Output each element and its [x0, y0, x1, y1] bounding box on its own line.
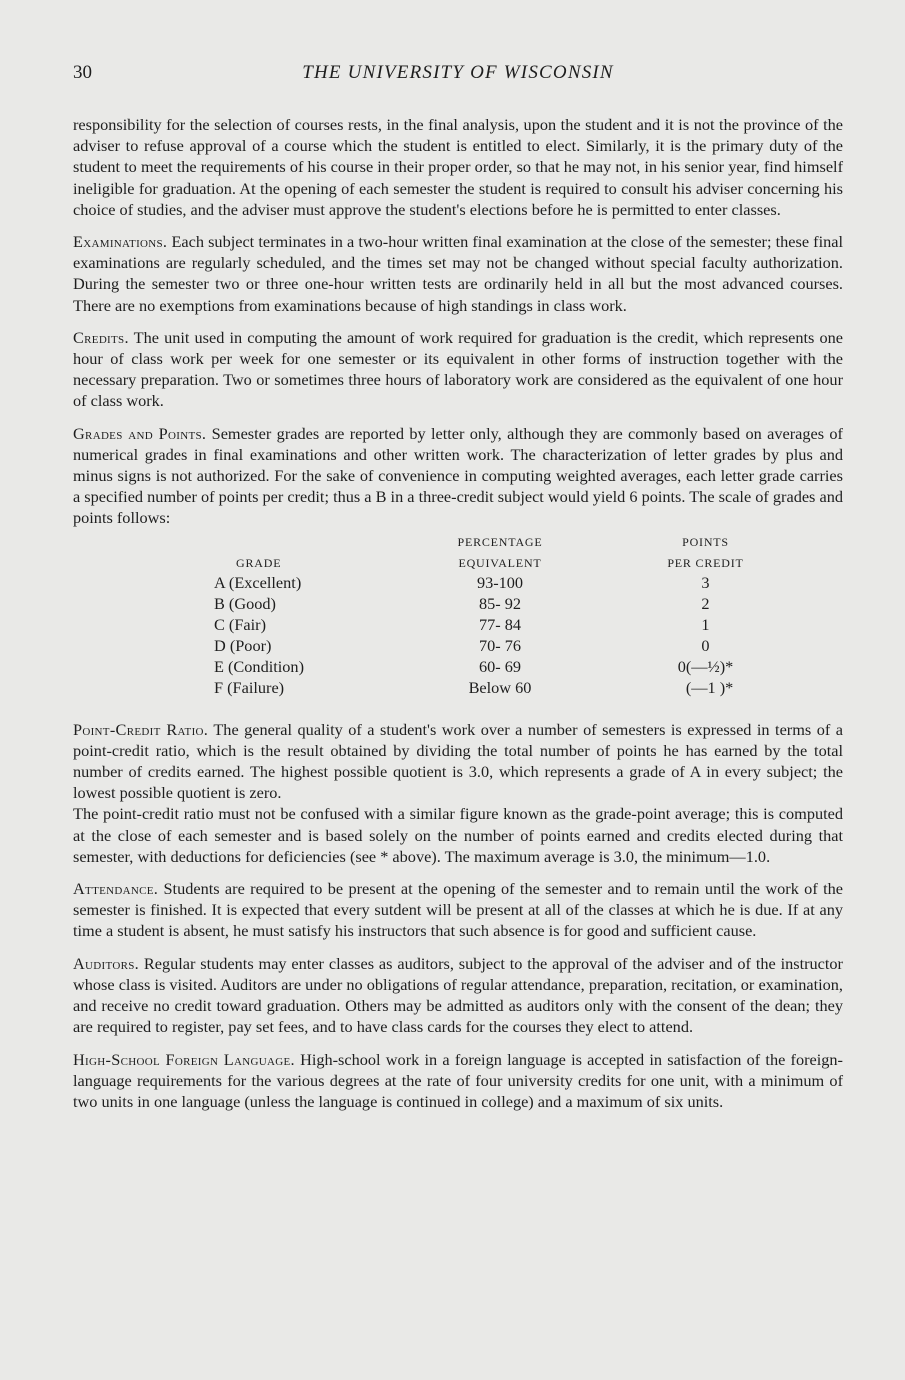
section-heading: Auditors.: [73, 953, 139, 973]
table-row: [73, 573, 843, 594]
section-heading: Point-Credit Ratio.: [73, 719, 209, 739]
grade-cell: A (Excellent): [214, 572, 302, 592]
paragraph: High-School Foreign Language. High-school work in a foreign language is accepted in satisfaction of the foreign-language requirements for the various degrees at the rate of four university credits for one unit, with a minimum of two units in one language (unless the language is continued in college) and a maximum of six units.: [73, 1049, 843, 1111]
percentage-cell: 93-100: [476, 572, 524, 592]
page-content: [73, 114, 843, 1112]
paragraph: Point-Credit Ratio. The general quality of a student's work over a number of semesters is expressed in terms of a point-credit ratio, which is the result obtained by dividing the total number of points he has earned by the total number of credits earned. The highest possible quotient is 3.0, which represents a grade of A in every subject; the lowest possible quotient is zero.: [73, 719, 843, 803]
section-heading: Examinations.: [73, 232, 168, 252]
table-row: [73, 657, 843, 678]
percentage-cell: Below 60: [468, 677, 532, 697]
paragraph: Credits. The unit used in computing the amount of work required for graduation is the credit, which represents one hour of class work per week for one semester or its equivalent in other forms of instruction together with the necessary preparation. Two or sometimes three hours of laboratory work are considered as the equivalent of one hour of class work.: [73, 327, 843, 411]
grade-cell: D (Poor): [214, 635, 272, 655]
percentage-cell: 60- 69: [478, 656, 522, 676]
paragraph: Attendance. Students are required to be present at the opening of the semester and to remain until the work of the semester is finished. It is expected that every sutdent will be present at all of the classes at which he is due. If at any time a student is absent, he must satisfy his instructors that such absence is for good and sufficient cause.: [73, 879, 843, 941]
points-cell: (—1 )*: [677, 677, 734, 697]
section-continuation: [73, 114, 843, 220]
column-header-per-credit: PER CREDIT: [667, 555, 744, 570]
section-point-credit-ratio: [73, 719, 843, 867]
grade-points-table: [73, 535, 843, 717]
column-header-grade: GRADE: [236, 555, 282, 570]
section-credits: [73, 327, 843, 412]
percentage-cell: 85- 92: [478, 593, 522, 613]
points-cell: 3: [701, 572, 710, 592]
paragraph: responsibility for the selection of courses rests, in the final analysis, upon the student and it is not the province of the adviser to refuse approval of a course which the student is entitled to elect. Similarly, it is the primary duty of the student to meet the requirements of his course in their proper order, so that he may not, in his senior year, find himself ineligible for graduation. At the opening of each semester the student is required to consult his adviser concerning his choice of studies, and the adviser must approve the student's elections before he is permitted to enter classes.: [73, 115, 843, 219]
section-grades-and-points: [73, 423, 843, 529]
section-heading: Grades and Points.: [73, 423, 207, 443]
paragraph: Auditors. Regular students may enter classes as auditors, subject to the approval of the adviser and of the instructor whose class is visited. Auditors are under no obligations of regular attendance, preparation, recitation, or examination, and receive no credit toward graduation. Others may be admitted as auditors only with the consent of the dean; they are required to register, pay set fees, and to have class cards for the courses they elect to attend.: [73, 953, 843, 1037]
section-heading: Attendance.: [73, 879, 159, 899]
section-examinations: [73, 231, 843, 316]
points-cell: 2: [701, 593, 710, 613]
page-header: [73, 62, 843, 92]
grade-cell: E (Condition): [214, 656, 304, 676]
paragraph: Examinations. Each subject terminates in a two-hour written final examination at the close of the semester; these final examinations are regularly scheduled, and the times set may not be changed without special faculty authorization. During the semester two or three one-hour written tests are ordinarily held in all but the most advanced courses. There are no exemptions from examinations because of high standings in class work.: [73, 232, 844, 315]
section-heading: Credits.: [73, 327, 129, 347]
section-high-school-foreign-language: [73, 1049, 843, 1113]
grade-cell: F (Failure): [214, 677, 285, 697]
points-cell: 0(—½)*: [677, 656, 734, 676]
percentage-cell: 70- 76: [478, 635, 522, 655]
section-auditors: [73, 953, 843, 1038]
running-title: THE UNIVERSITY OF WISCONSIN: [302, 62, 614, 83]
grade-cell: B (Good): [214, 593, 276, 613]
table-row: [73, 594, 843, 615]
column-header-percentage: PERCENTAGE: [457, 534, 543, 549]
paragraph: The point-credit ratio must not be confused with a similar figure known as the grade-point average; this is computed at the close of each semester and is based solely on the number of points earned and credits elected during that semester, with deductions for deficiencies (see * above). The maximum average is 3.0, the minimum—1.0.: [73, 804, 843, 866]
table-row: [73, 678, 843, 699]
grade-cell: C (Fair): [214, 614, 266, 634]
table-row: [73, 636, 843, 657]
paragraph: Grades and Points. Semester grades are reported by letter only, although they are commonly based on averages of numerical grades in final examinations and other written work. The characterization of letter grades by plus and minus signs is not authorized. For the sake of convenience in computing weighted averages, each letter grade carries a specified number of points per credit; thus a B in a three-credit subject would yield 6 points. The scale of grades and points follows:: [73, 423, 843, 528]
section-heading: High-School Foreign Language.: [73, 1049, 295, 1069]
page-number: 30: [73, 62, 92, 83]
points-cell: 1: [701, 614, 710, 634]
column-header-points: POINTS: [682, 534, 729, 549]
section-attendance: [73, 878, 843, 942]
table-row: [73, 615, 843, 636]
points-cell: 0: [701, 635, 710, 655]
column-header-equivalent: EQUIVALENT: [458, 555, 542, 570]
percentage-cell: 77- 84: [478, 614, 522, 634]
